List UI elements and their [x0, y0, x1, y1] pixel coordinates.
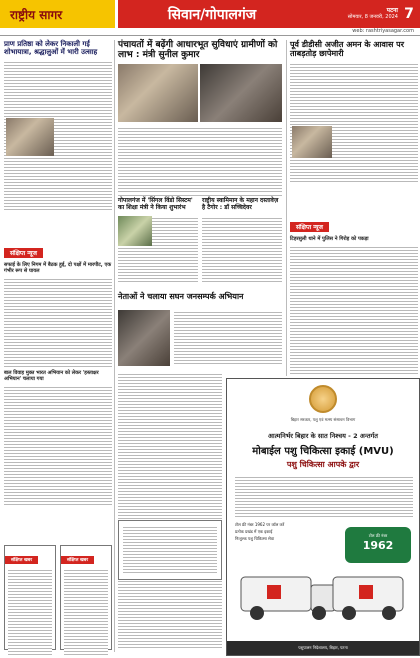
ambulance-van-icon [237, 567, 411, 623]
brief-box-1-body [8, 568, 52, 656]
brand-logo: राष्ट्रीय सागर [0, 0, 118, 28]
center-lead-body [118, 126, 282, 192]
right-top-story [290, 40, 418, 182]
mid-story-right-body [202, 216, 282, 282]
brief-left-headline-2: बाल विवाह मुक्त भारत अभियान को लेकर 'हस्ताक्षर अभियान' चलाया गया [4, 370, 99, 382]
ad-body [235, 475, 413, 517]
ad-title: मोबाईल पशु चिकित्सा इकाई (MVU) [252, 446, 394, 457]
right-brief-section [290, 214, 418, 375]
right-brief-body [290, 245, 418, 375]
center-divider [118, 195, 282, 196]
edition-date: सोमवार, 8 जनवरी, 2024 [347, 14, 398, 20]
left-lead-headline: प्राण प्रतिष्ठा को लेकर निकाली गई शोभायात्रा, श्रद्धालुओं में भारी उत्साह [4, 40, 98, 57]
ad-department: बिहार सरकार, पशु एवं मत्स्य संसाधन विभाग [290, 417, 356, 422]
emblem-icon [309, 385, 337, 413]
brief-box-2-body [64, 568, 108, 656]
left-lead-photo [6, 118, 54, 156]
bottom-story-body [174, 310, 282, 366]
brief-box-2-label: संक्षिप्त खबर [61, 556, 94, 564]
masthead-meta [306, 8, 402, 20]
masthead [0, 0, 420, 28]
brief-box-2 [60, 545, 112, 650]
mid-story-left [118, 198, 198, 282]
center-lower-body [118, 372, 222, 648]
ad-bullets [235, 521, 345, 542]
ad-kicker: आत्मनिर्भर बिहार के सात निश्चय - 2 अन्तर्गत [268, 432, 378, 440]
right-top-headline: पूर्व डीडीसी अजीत अमन के आवास पर ताबड़तोड़ छापेमारी [290, 40, 404, 59]
mid-story-right-headline: राष्ट्रीय स्वामिमान के महान दस्तावेज़ है टैगोर : डॉ सच्चिदेवर [202, 197, 279, 211]
mid-story-left-photo [118, 216, 152, 246]
right-top-photo [292, 126, 332, 158]
center-lead-photo-2 [200, 64, 282, 122]
page-number: 7 [404, 6, 414, 22]
column-divider [114, 40, 115, 652]
edition-city: पटना [386, 7, 398, 14]
right-column-divider [286, 40, 287, 376]
bottom-story [118, 292, 282, 301]
right-brief-label: संक्षिप्त न्यूज [290, 222, 329, 232]
center-lower-box [118, 520, 222, 580]
center-lead-story [118, 40, 282, 61]
ad-bullet: प्रत्येक प्रखंड में एक इकाई [235, 529, 273, 534]
government-advertisement [226, 378, 420, 656]
right-top-body [290, 62, 418, 182]
brief-left-headline: सफाई के लिए निगम में बैठक हुई, दो पक्षों में मारपीट, एक गंभीर रूप से घायल [4, 262, 112, 274]
center-lead-headline: पंचायतों में बढ़ेंगी आधारभूत सुविधाएं ग्रामीणों को लाभ : मंत्री सुनील कुमार [118, 40, 278, 61]
website-url: web: rashtriyasagar.com [0, 28, 420, 36]
ad-bullet: टोल फ्री नंबर 1962 पर कॉल करें [235, 522, 285, 527]
bottom-story-headline: नेताओं ने चलाया सघन जनसम्पर्क अभियान [118, 292, 244, 301]
helpline-number: 1962 [362, 539, 394, 552]
left-brief-section [4, 240, 112, 505]
section-title: सिवान/गोपालगंज [167, 6, 257, 23]
helpline-label: टोल फ्री नंबर [368, 533, 388, 538]
ad-bullet: निःशुल्क पशु चिकित्सा सेवा [235, 536, 274, 541]
right-brief-headline: टिहरसुली थाने में पुलिस ने गिरोह को पकड़ा [290, 236, 369, 242]
brief-left-body [4, 277, 112, 367]
brief-box-1-label: संक्षिप्त खबर [5, 556, 38, 564]
mid-story-right [202, 198, 282, 282]
brief-section-label: संक्षिप्त न्यूज [4, 248, 43, 258]
brief-box-1 [4, 545, 56, 650]
mid-story-left-headline: गोपालगंज में 'सिंगल विंडो सिस्टम' का शिक्षा मंत्री ने किया शुभारंभ [118, 197, 193, 211]
helpline-badge [345, 527, 411, 563]
center-lower-box-body [123, 525, 217, 575]
ad-subtitle: पशु चिकित्सा आपके द्वार [286, 460, 360, 469]
center-lead-photo-1 [118, 64, 198, 122]
brief-left-body-2 [4, 385, 112, 505]
bottom-story-photo [118, 310, 170, 366]
ad-footer: पशुपालन निदेशालय, बिहार, पटना [227, 641, 419, 655]
